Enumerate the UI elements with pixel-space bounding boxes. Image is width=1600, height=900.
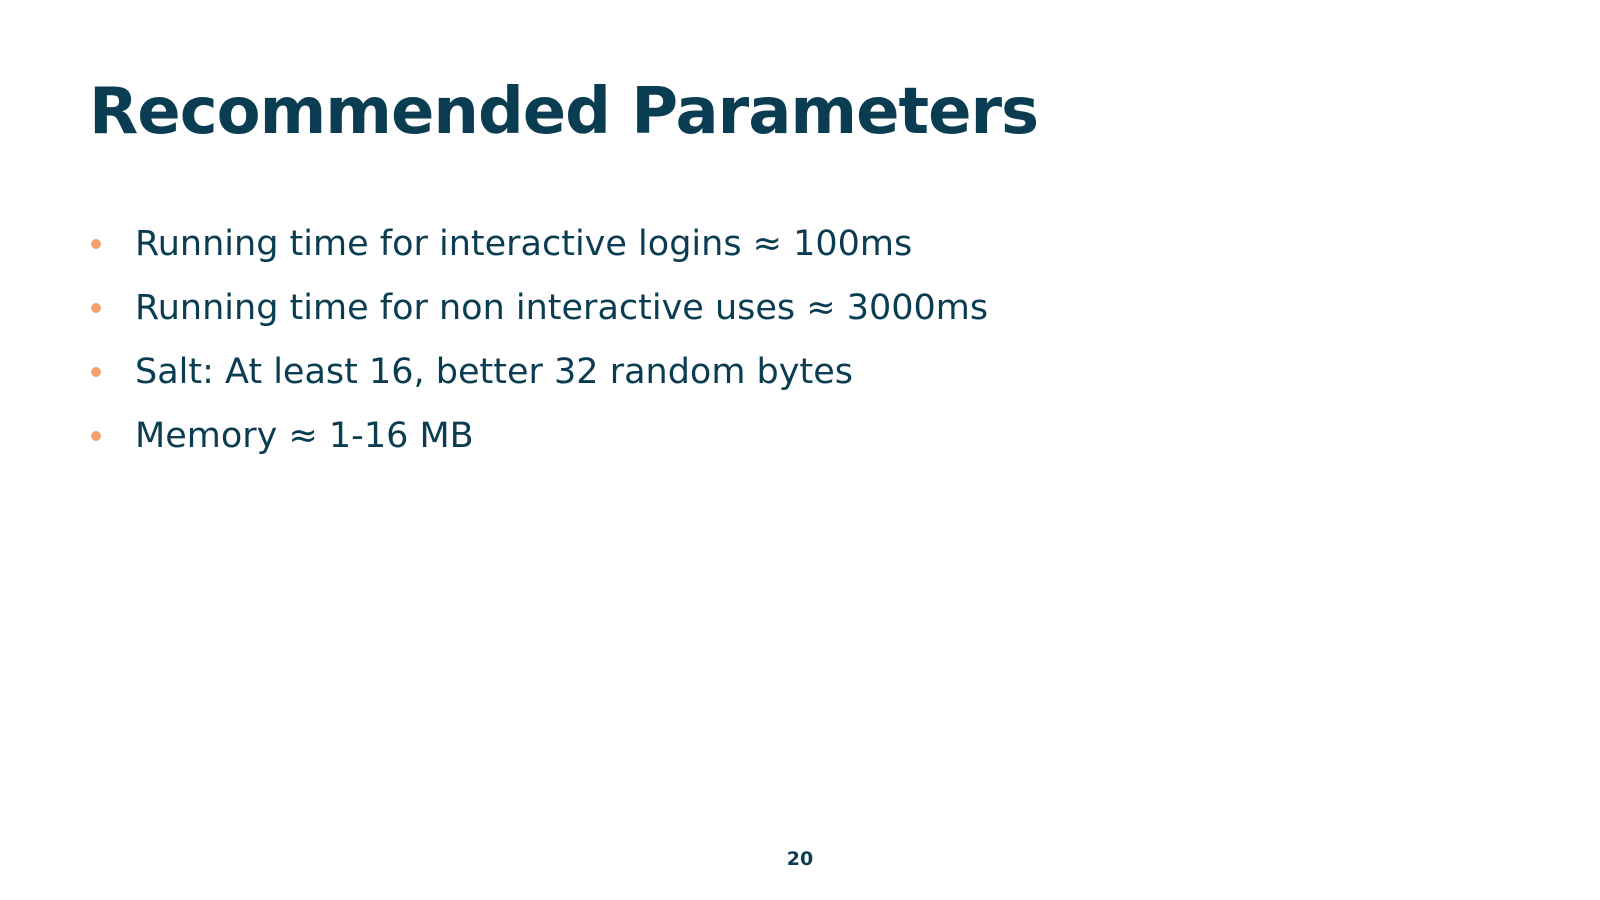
bullet-dot-icon [91,431,101,441]
list-item [89,340,988,404]
list-item [89,276,988,340]
bullet-dot-icon [91,303,101,313]
list-item [89,404,988,468]
bullet-dot-icon [91,367,101,377]
bullet-dot-icon [91,239,101,249]
list-item [89,212,988,276]
bullet-text: Salt: At least 16, better 32 random bytes [135,351,853,392]
bullet-text: Running time for interactive logins ≈ 100ms [135,223,913,264]
page-number: 20 [786,848,814,870]
bullet-list [89,212,988,468]
bullet-text: Memory ≈ 1-16 MB [135,415,474,456]
bullet-text: Running time for non interactive uses ≈ 3000ms [135,287,989,328]
slide-title: Recommended Parameters [89,75,1039,149]
